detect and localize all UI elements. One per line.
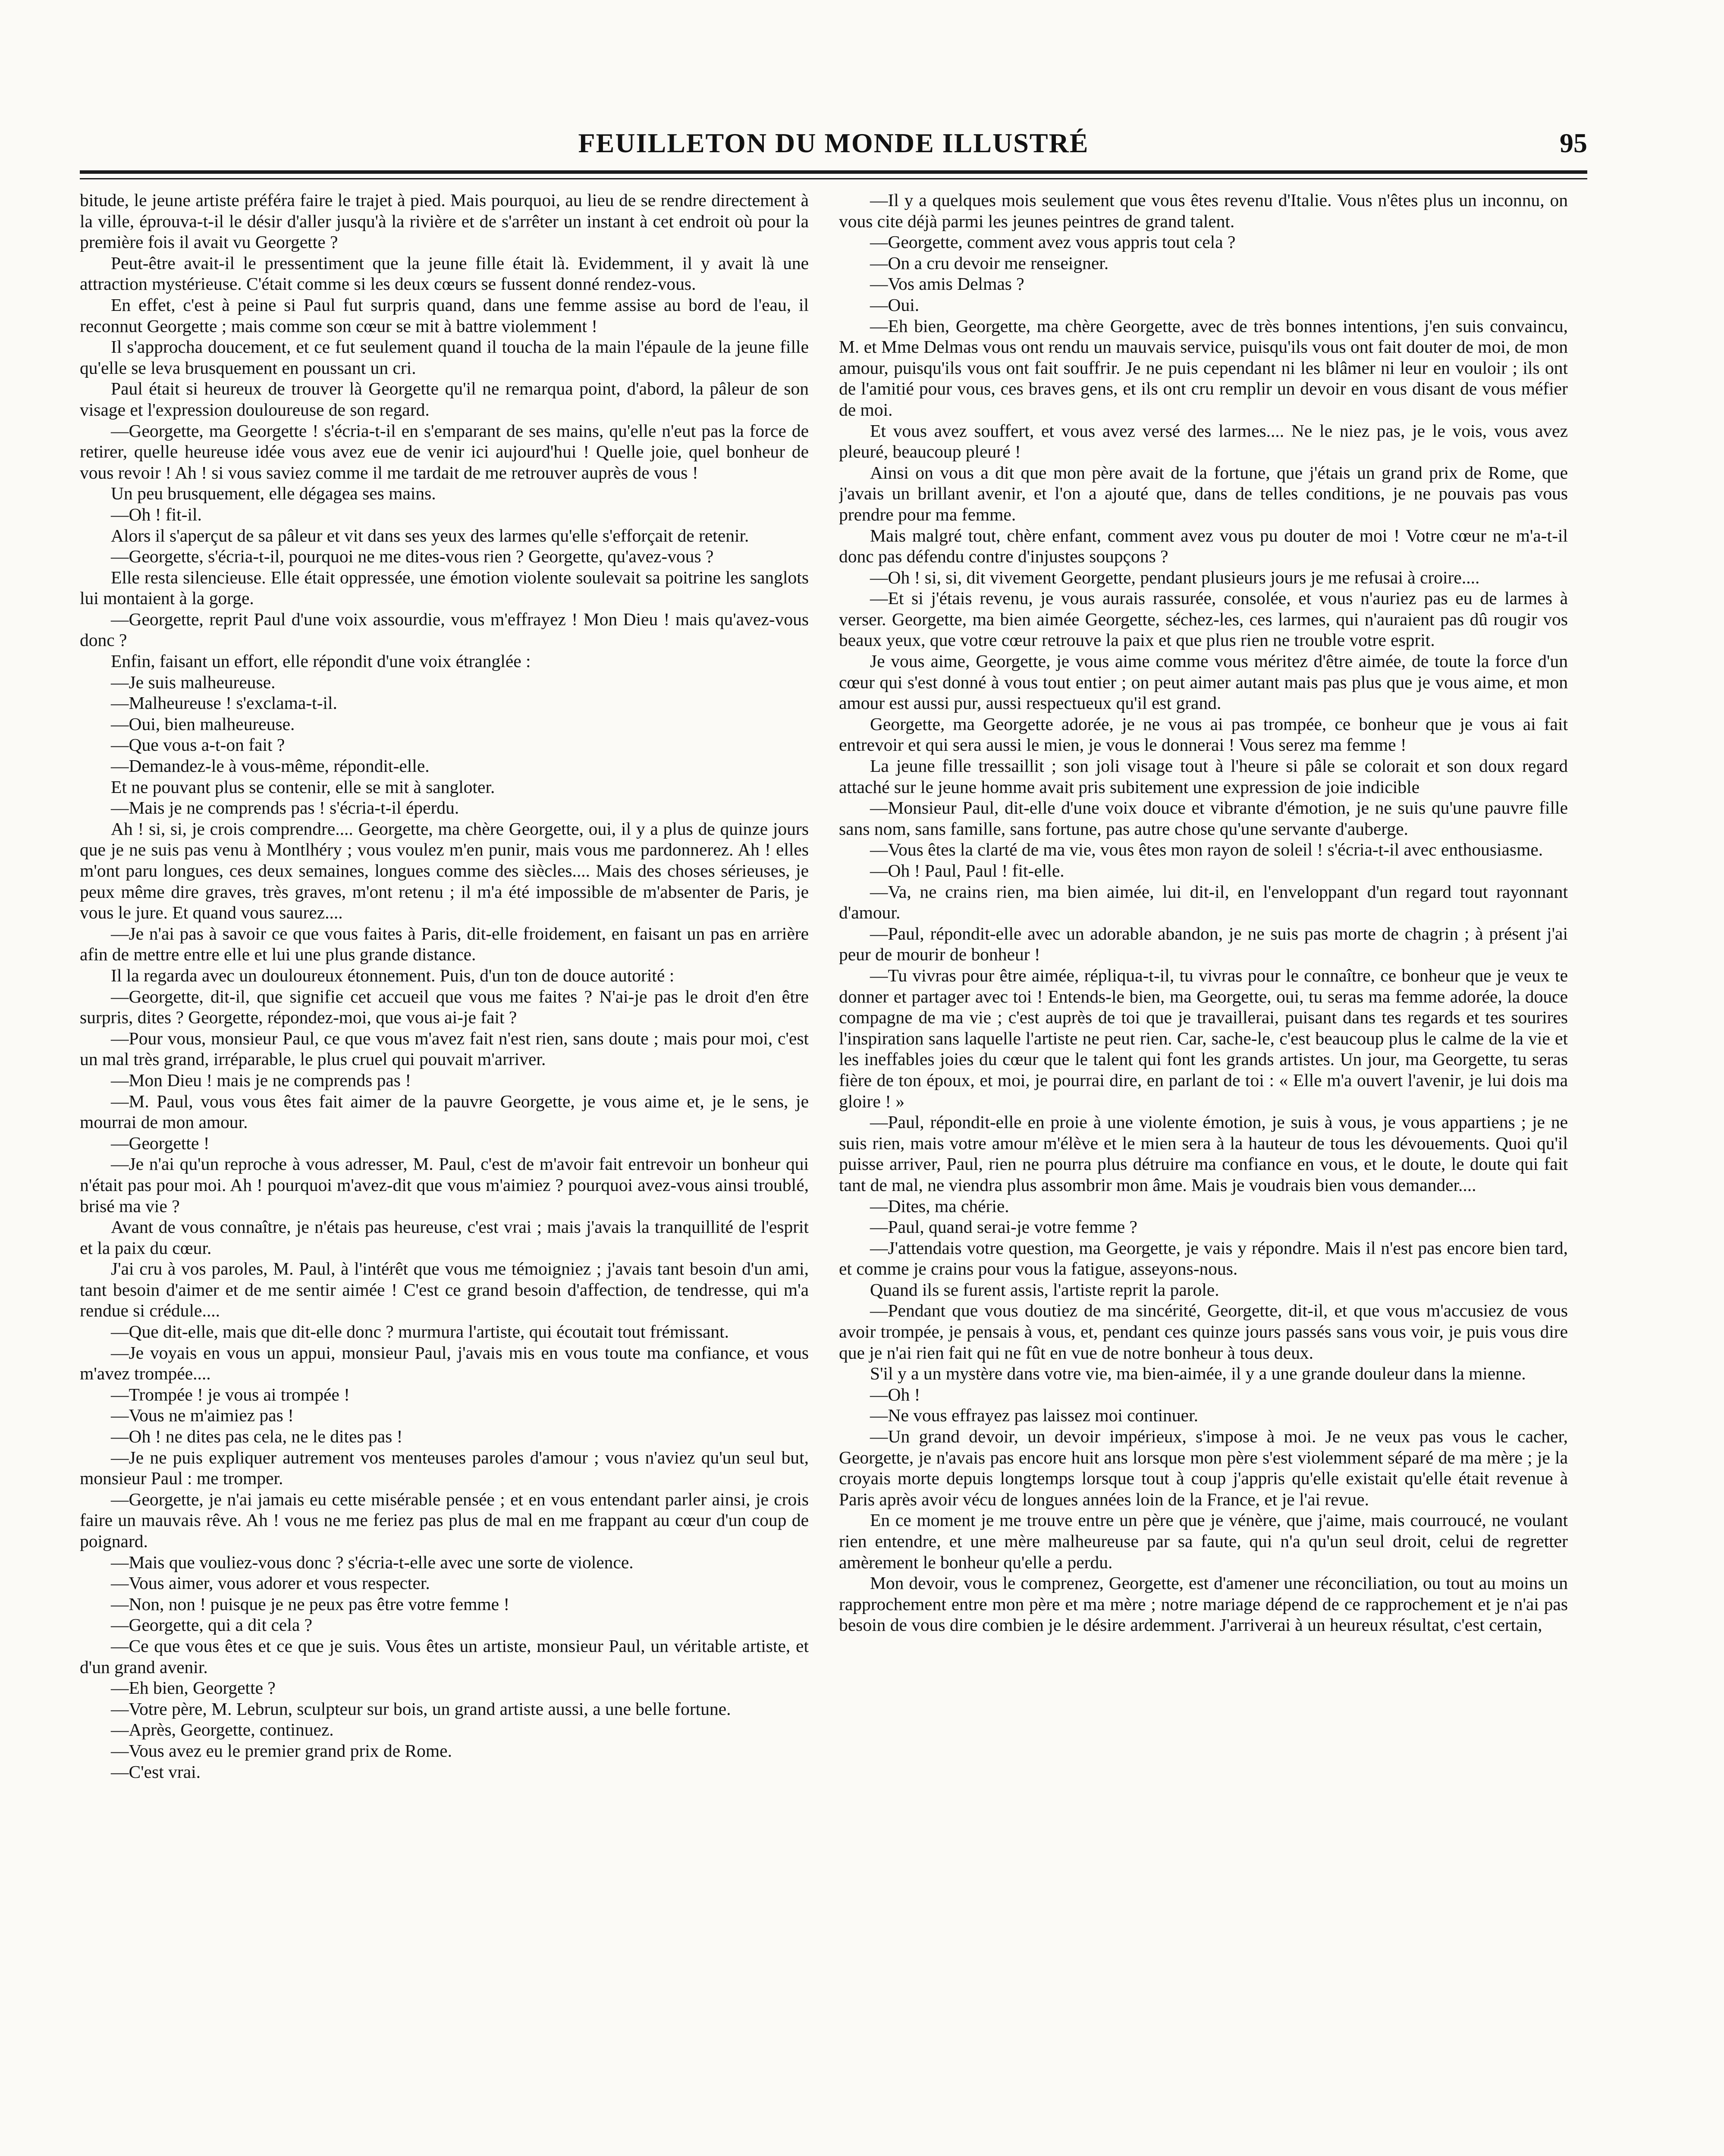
paragraph: —Un grand devoir, un devoir impérieux, s'impose à moi. Je ne veux pas vous le cacher, Georgette, je n'avais pas encore huit ans lorsque mon père s'est violemment séparé de ma mère ; je la croyais morte depuis longtemps lorsque tout à coup j'appris qu'elle existait qu'elle était revenue à Paris après avoir vécu de longues années loin de la France, et je l'ai revue. <box>839 1426 1568 1509</box>
paragraph: —Va, ne crains rien, ma bien aimée, lui dit-il, en l'enveloppant d'un regard tout rayonnant d'amour. <box>839 881 1568 923</box>
paragraph: —Georgette, qui a dit cela ? <box>111 1615 313 1635</box>
paragraph: —Trompée ! je vous ai trompée ! <box>111 1384 350 1404</box>
paragraph: —On a cru devoir me renseigner. <box>870 253 1109 273</box>
paragraph: —Oh ! si, si, dit vivement Georgette, pendant plusieurs jours je me refusai à croire.... <box>870 567 1480 587</box>
text-column-left <box>80 190 809 2156</box>
paragraph: —Et si j'étais revenu, je vous aurais rassurée, consolée, et vous n'auriez pas eu de larmes à verser. Georgette, ma bien aimée Georgette, séchez-les, ces larmes, qui n'auraient pas dû rougir vos beaux yeux, que votre cœur retrouve la paix et que plus rien ne trouble votre esprit. <box>839 588 1568 650</box>
header-rule-thin <box>80 178 1587 179</box>
paragraph: —Demandez-le à vous-même, répondit-elle. <box>111 756 430 776</box>
paragraph: —Vos amis Delmas ? <box>870 274 1024 294</box>
paragraph: —Je suis malheureuse. <box>111 672 276 692</box>
paragraph: Un peu brusquement, elle dégagea ses mains. <box>111 483 436 504</box>
paragraph: —Georgette, reprit Paul d'une voix assourdie, vous m'effrayez ! Mon Dieu ! mais qu'avez-vous donc ? <box>80 609 809 650</box>
paragraph: —Paul, répondit-elle avec un adorable abandon, je ne suis pas morte de chagrin ; à présent j'ai peur de mourir de bonheur ! <box>839 923 1568 965</box>
paragraph: —Oh ! ne dites pas cela, ne le dites pas ! <box>111 1426 403 1447</box>
paragraph: —C'est vrai. <box>111 1761 201 1782</box>
paragraph: En ce moment je me trouve entre un père que je vénère, que j'aime, mais courroucé, ne voulant rien entendre, et une mère malheureuse par sa faute, qui n'a qu'un seul droit, celui de regretter amèrement le bonheur qu'elle a perdu. <box>839 1510 1568 1572</box>
paragraph: —Oui, bien malheureuse. <box>111 714 295 734</box>
paragraph: —Paul, quand serai-je votre femme ? <box>870 1217 1137 1237</box>
paragraph: Ah ! si, si, je crois comprendre.... Georgette, ma chère Georgette, oui, il y a plus de quinze jours que je ne suis pas venu à Montlhéry ; vous voulez m'en punir, mais vous me pardonnerez. Ah ! elles m'ont paru longues, ces deux semaines, longues comme des siècles.... Mais des choses sérieuses, je peux même dire graves, très graves, m'ont retenu ; il m'a été impossible de m'absenter de Paris, je vous le jure. Et quand vous saurez.... <box>80 818 809 923</box>
paragraph: Peut-être avait-il le pressentiment que la jeune fille était là. Evidemment, il y avait là une attraction mystérieuse. C'était comme si les deux cœurs se fussent donné rendez-vous. <box>80 253 809 294</box>
paragraph: —Je voyais en vous un appui, monsieur Paul, j'avais mis en vous toute ma confiance, et vous m'avez trompée.... <box>80 1342 809 1384</box>
paragraph: —Il y a quelques mois seulement que vous êtes revenu d'Italie. Vous n'êtes plus un inconnu, on vous cite déjà parmi les jeunes peintres de grand talent. <box>839 190 1568 231</box>
paragraph: —Georgette, s'écria-t-il, pourquoi ne me dites-vous rien ? Georgette, qu'avez-vous ? <box>111 546 714 567</box>
paragraph: —Oh ! <box>870 1384 920 1404</box>
text-column-right <box>839 190 1568 2156</box>
paragraph: Alors il s'aperçut de sa pâleur et vit dans ses yeux des larmes qu'elle s'efforçait de retenir. <box>111 525 749 545</box>
paragraph: —Georgette, comment avez vous appris tout cela ? <box>870 232 1236 252</box>
paragraph: —Georgette, ma Georgette ! s'écria-t-il en s'emparant de ses mains, qu'elle n'eut pas la force de retirer, quelle heureuse idée vous avez eue de venir ici aujourd'hui ! Quelle joie, quel bonheur de vous revoir ! Ah ! si vous saviez comme il me tardait de me retrouver auprès de vous ! <box>80 420 809 483</box>
paragraph: —Je ne puis expliquer autrement vos menteuses paroles d'amour ; vous n'aviez qu'un seul but, monsieur Paul : me tromper. <box>80 1447 809 1489</box>
paragraph: Enfin, faisant un effort, elle répondit d'une voix étranglée : <box>111 651 531 671</box>
paragraph: —Vous êtes la clarté de ma vie, vous êtes mon rayon de soleil ! s'écria-t-il avec enthousiasme. <box>870 840 1543 860</box>
paragraph: —Pendant que vous doutiez de ma sincérité, Georgette, dit-il, et que vous m'accusiez de vous avoir trompée, je pensais à vous, et, pendant ces quinze jours passés sans vous voir, je puis vous dire que je n'ai rien fait qui ne fût en vue de notre bonheur à tous deux. <box>839 1300 1568 1363</box>
paragraph: bitude, le jeune artiste préféra faire le trajet à pied. Mais pourquoi, au lieu de se rendre directement à la ville, éprouva-t-il le désir d'aller jusqu'à la rivière et de s'arrêter un instant à cet endroit où pour la première fois il avait vu Georgette ? <box>80 190 809 252</box>
paragraph: —Mon Dieu ! mais je ne comprends pas ! <box>111 1070 411 1090</box>
paragraph: —Oui. <box>870 295 920 315</box>
paragraph: —Je n'ai qu'un reproche à vous adresser, M. Paul, c'est de m'avoir fait entrevoir un bonheur qui n'était pas pour moi. Ah ! pourquoi m'avez-dit que vous m'aimiez ? pourquoi avez-vous ainsi troublé, brisé ma vie ? <box>80 1154 809 1216</box>
paragraph: Et vous avez souffert, et vous avez versé des larmes.... Ne le niez pas, je le vois, vous avez pleuré, beaucoup pleuré ! <box>839 420 1568 462</box>
paragraph: —Vous avez eu le premier grand prix de Rome. <box>111 1740 452 1761</box>
paragraph: —Non, non ! puisque je ne peux pas être votre femme ! <box>111 1594 510 1614</box>
paragraph: —Ne vous effrayez pas laissez moi continuer. <box>870 1405 1198 1426</box>
paragraph: —J'attendais votre question, ma Georgette, je vais y répondre. Mais il n'est pas encore bien tard, et comme je crains pour vous la fatigue, asseyons-nous. <box>839 1238 1568 1279</box>
paragraph: —Mais je ne comprends pas ! s'écria-t-il éperdu. <box>111 798 459 818</box>
paragraph: —Georgette ! <box>111 1133 210 1153</box>
paragraph: —Georgette, dit-il, que signifie cet accueil que vous me faites ? N'ai-je pas le droit d'en être surpris, dites ? Georgette, répondez-moi, que vous ai-je fait ? <box>80 986 809 1028</box>
paragraph: —Monsieur Paul, dit-elle d'une voix douce et vibrante d'émotion, je ne suis qu'une pauvre fille sans nom, sans famille, sans fortune, pas autre chose qu'une servante d'auberge. <box>839 798 1568 839</box>
paragraph: Il la regarda avec un douloureux étonnement. Puis, d'un ton de douce autorité : <box>111 965 675 985</box>
paragraph: —Que dit-elle, mais que dit-elle donc ? murmura l'artiste, qui écoutait tout frémissant. <box>111 1322 729 1342</box>
paragraph: —Oh ! Paul, Paul ! fit-elle. <box>870 861 1065 881</box>
paragraph: —Vous ne m'aimiez pas ! <box>111 1405 294 1426</box>
paragraph: —M. Paul, vous vous êtes fait aimer de la pauvre Georgette, je vous aime et, je le sens, je mourrai de mon amour. <box>80 1091 809 1132</box>
paragraph: Ainsi on vous a dit que mon père avait de la fortune, que j'étais un grand prix de Rome, que j'avais un brillant avenir, et l'on a ajouté que, dans de telles conditions, je ne pouvais pas vous prendre pour ma femme. <box>839 462 1568 524</box>
paragraph: Paul était si heureux de trouver là Georgette qu'il ne remarqua point, d'abord, la pâleur de son visage et l'expression douloureuse de son regard. <box>80 379 809 420</box>
paragraph: —Après, Georgette, continuez. <box>111 1720 334 1740</box>
paragraph: —Vous aimer, vous adorer et vous respecter. <box>111 1573 430 1593</box>
paragraph: La jeune fille tressaillit ; son joli visage tout à l'heure si pâle se colorait et son doux regard attaché sur le jeune homme avait pris subitement une expression de joie indicible <box>839 756 1568 797</box>
paragraph: —Eh bien, Georgette ? <box>111 1678 276 1698</box>
paragraph: Georgette, ma Georgette adorée, je ne vous ai pas trompée, ce bonheur que je vous ai fait entrevoir et qui sera aussi le mien, je vous le donnerai ! Vous serez ma femme ! <box>839 714 1568 755</box>
paragraph: —Georgette, je n'ai jamais eu cette misérable pensée ; et en vous entendant parler ainsi, je crois faire un mauvais rêve. Ah ! vous ne me feriez pas plus de mal en me frappant au cœur d'un coup de poignard. <box>80 1489 809 1551</box>
paragraph: Avant de vous connaître, je n'étais pas heureuse, c'est vrai ; mais j'avais la tranquillité de l'esprit et la paix du cœur. <box>80 1217 809 1258</box>
paragraph: —Que vous a-t-on fait ? <box>111 735 285 755</box>
paragraph: —Pour vous, monsieur Paul, ce que vous m'avez fait n'est rien, sans doute ; mais pour moi, c'est un mal très grand, irréparable, le plus cruel qui pouvait m'arriver. <box>80 1028 809 1069</box>
header-rule-thick <box>80 170 1587 174</box>
paragraph: —Eh bien, Georgette, ma chère Georgette, avec de très bonnes intentions, j'en suis convaincu, M. et Mme Delmas vous ont rendu un mauvais service, puisqu'ils vous ont fait douter de moi, de mon amour, puisqu'ils vous ont fait souffrir. Je ne puis cependant ni les blâmer ni leur en vouloir ; ils ont de l'amitié pour vous, ces braves gens, et ils ont cru remplir un devoir en vous disant de vous méfier de moi. <box>839 316 1568 420</box>
paragraph: —Oh ! fit-il. <box>111 504 202 524</box>
paragraph: En effet, c'est à peine si Paul fut surpris quand, dans une femme assise au bord de l'eau, il reconnut Georgette ; mais comme son cœur se mit à battre violemment ! <box>80 295 809 336</box>
page-header <box>80 127 1587 162</box>
paragraph: Je vous aime, Georgette, je vous aime comme vous méritez d'être aimée, de toute la force d'un cœur qui s'est donné à vous tout entier ; on peut aimer autant mais pas plus que je vous aime, et mon amour est aussi pur, aussi respectueux qu'il est grand. <box>839 651 1568 713</box>
paragraph: —Dites, ma chérie. <box>870 1196 1009 1216</box>
paragraph: Mon devoir, vous le comprenez, Georgette, est d'amener une réconciliation, ou tout au moins un rapprochement entre mon père et ma mère ; notre mariage dépend de ce rapprochement et je n'ai pas besoin de vous dire combien je le désire ardemment. J'arriverai à un heureux résultat, c'est certain, <box>839 1573 1568 1635</box>
paragraph: Il s'approcha doucement, et ce fut seulement quand il toucha de la main l'épaule de la jeune fille qu'elle se leva brusquement en poussant un cri. <box>80 337 809 378</box>
paragraph: —Mais que vouliez-vous donc ? s'écria-t-elle avec une sorte de violence. <box>111 1552 634 1572</box>
running-title: FEUILLETON DU MONDE ILLUSTRÉ <box>578 128 1089 158</box>
paragraph: Elle resta silencieuse. Elle était oppressée, une émotion violente soulevait sa poitrine les sanglots lui montaient à la gorge. <box>80 567 809 608</box>
paragraph: Et ne pouvant plus se contenir, elle se mit à sangloter. <box>111 777 495 797</box>
page-number: 95 <box>1560 128 1587 158</box>
paragraph: J'ai cru à vos paroles, M. Paul, à l'intérêt que vous me témoigniez ; j'avais tant besoin d'un ami, tant besoin d'aimer et de me sentir aimée ! C'est ce grand besoin d'affection, de tendresse, qui m'a rendue si crédule.... <box>80 1259 809 1321</box>
paragraph: —Je n'ai pas à savoir ce que vous faites à Paris, dit-elle froidement, en faisant un pas en arrière afin de mettre entre elle et lui une plus grande distance. <box>80 923 809 965</box>
paragraph: Mais malgré tout, chère enfant, comment avez vous pu douter de moi ! Votre cœur ne m'a-t-il donc pas défendu contre d'injustes soupçons ? <box>839 525 1568 567</box>
paragraph: S'il y a un mystère dans votre vie, ma bien-aimée, il y a une grande douleur dans la mienne. <box>870 1363 1526 1384</box>
paragraph: —Tu vivras pour être aimée, répliqua-t-il, tu vivras pour le connaître, ce bonheur que je veux te donner et partager avec toi ! Entends-le bien, ma Georgette, oui, tu seras ma femme adorée, la douce compagne de ma vie ; c'est auprès de toi que je travaillerai, puisant dans tes regards et tes sourires l'inspiration sans laquelle l'artiste ne peut rien. Car, sache-le, c'est beaucoup plus le calme de la vie et les ineffables joies du cœur que le talent qui font les grands artistes. Un jour, ma Georgette, tu seras fière de ton époux, et moi, je pourrai dire, en parlant de toi : « Elle m'a ouvert l'avenir, je lui dois ma gloire ! » <box>839 965 1568 1111</box>
paragraph: —Malheureuse ! s'exclama-t-il. <box>111 693 337 713</box>
paragraph: Quand ils se furent assis, l'artiste reprit la parole. <box>870 1279 1219 1300</box>
paragraph: —Paul, répondit-elle en proie à une violente émotion, je suis à vous, je vous appartiens ; je ne suis rien, mais votre amour m'élève et le mien sera à la hauteur de tous les dévouements. Quoi qu'il puisse arriver, Paul, rien ne pourra plus détruire ma confiance en vous, et le doute, le doute qui fait tant de mal, ne viendra plus assombrir mon âme. Mais je voudrais bien vous demander.... <box>839 1112 1568 1195</box>
paragraph: —Votre père, M. Lebrun, sculpteur sur bois, un grand artiste aussi, a une belle fortune. <box>111 1698 731 1719</box>
paragraph: —Ce que vous êtes et ce que je suis. Vous êtes un artiste, monsieur Paul, un véritable artiste, et d'un grand avenir. <box>80 1636 809 1677</box>
